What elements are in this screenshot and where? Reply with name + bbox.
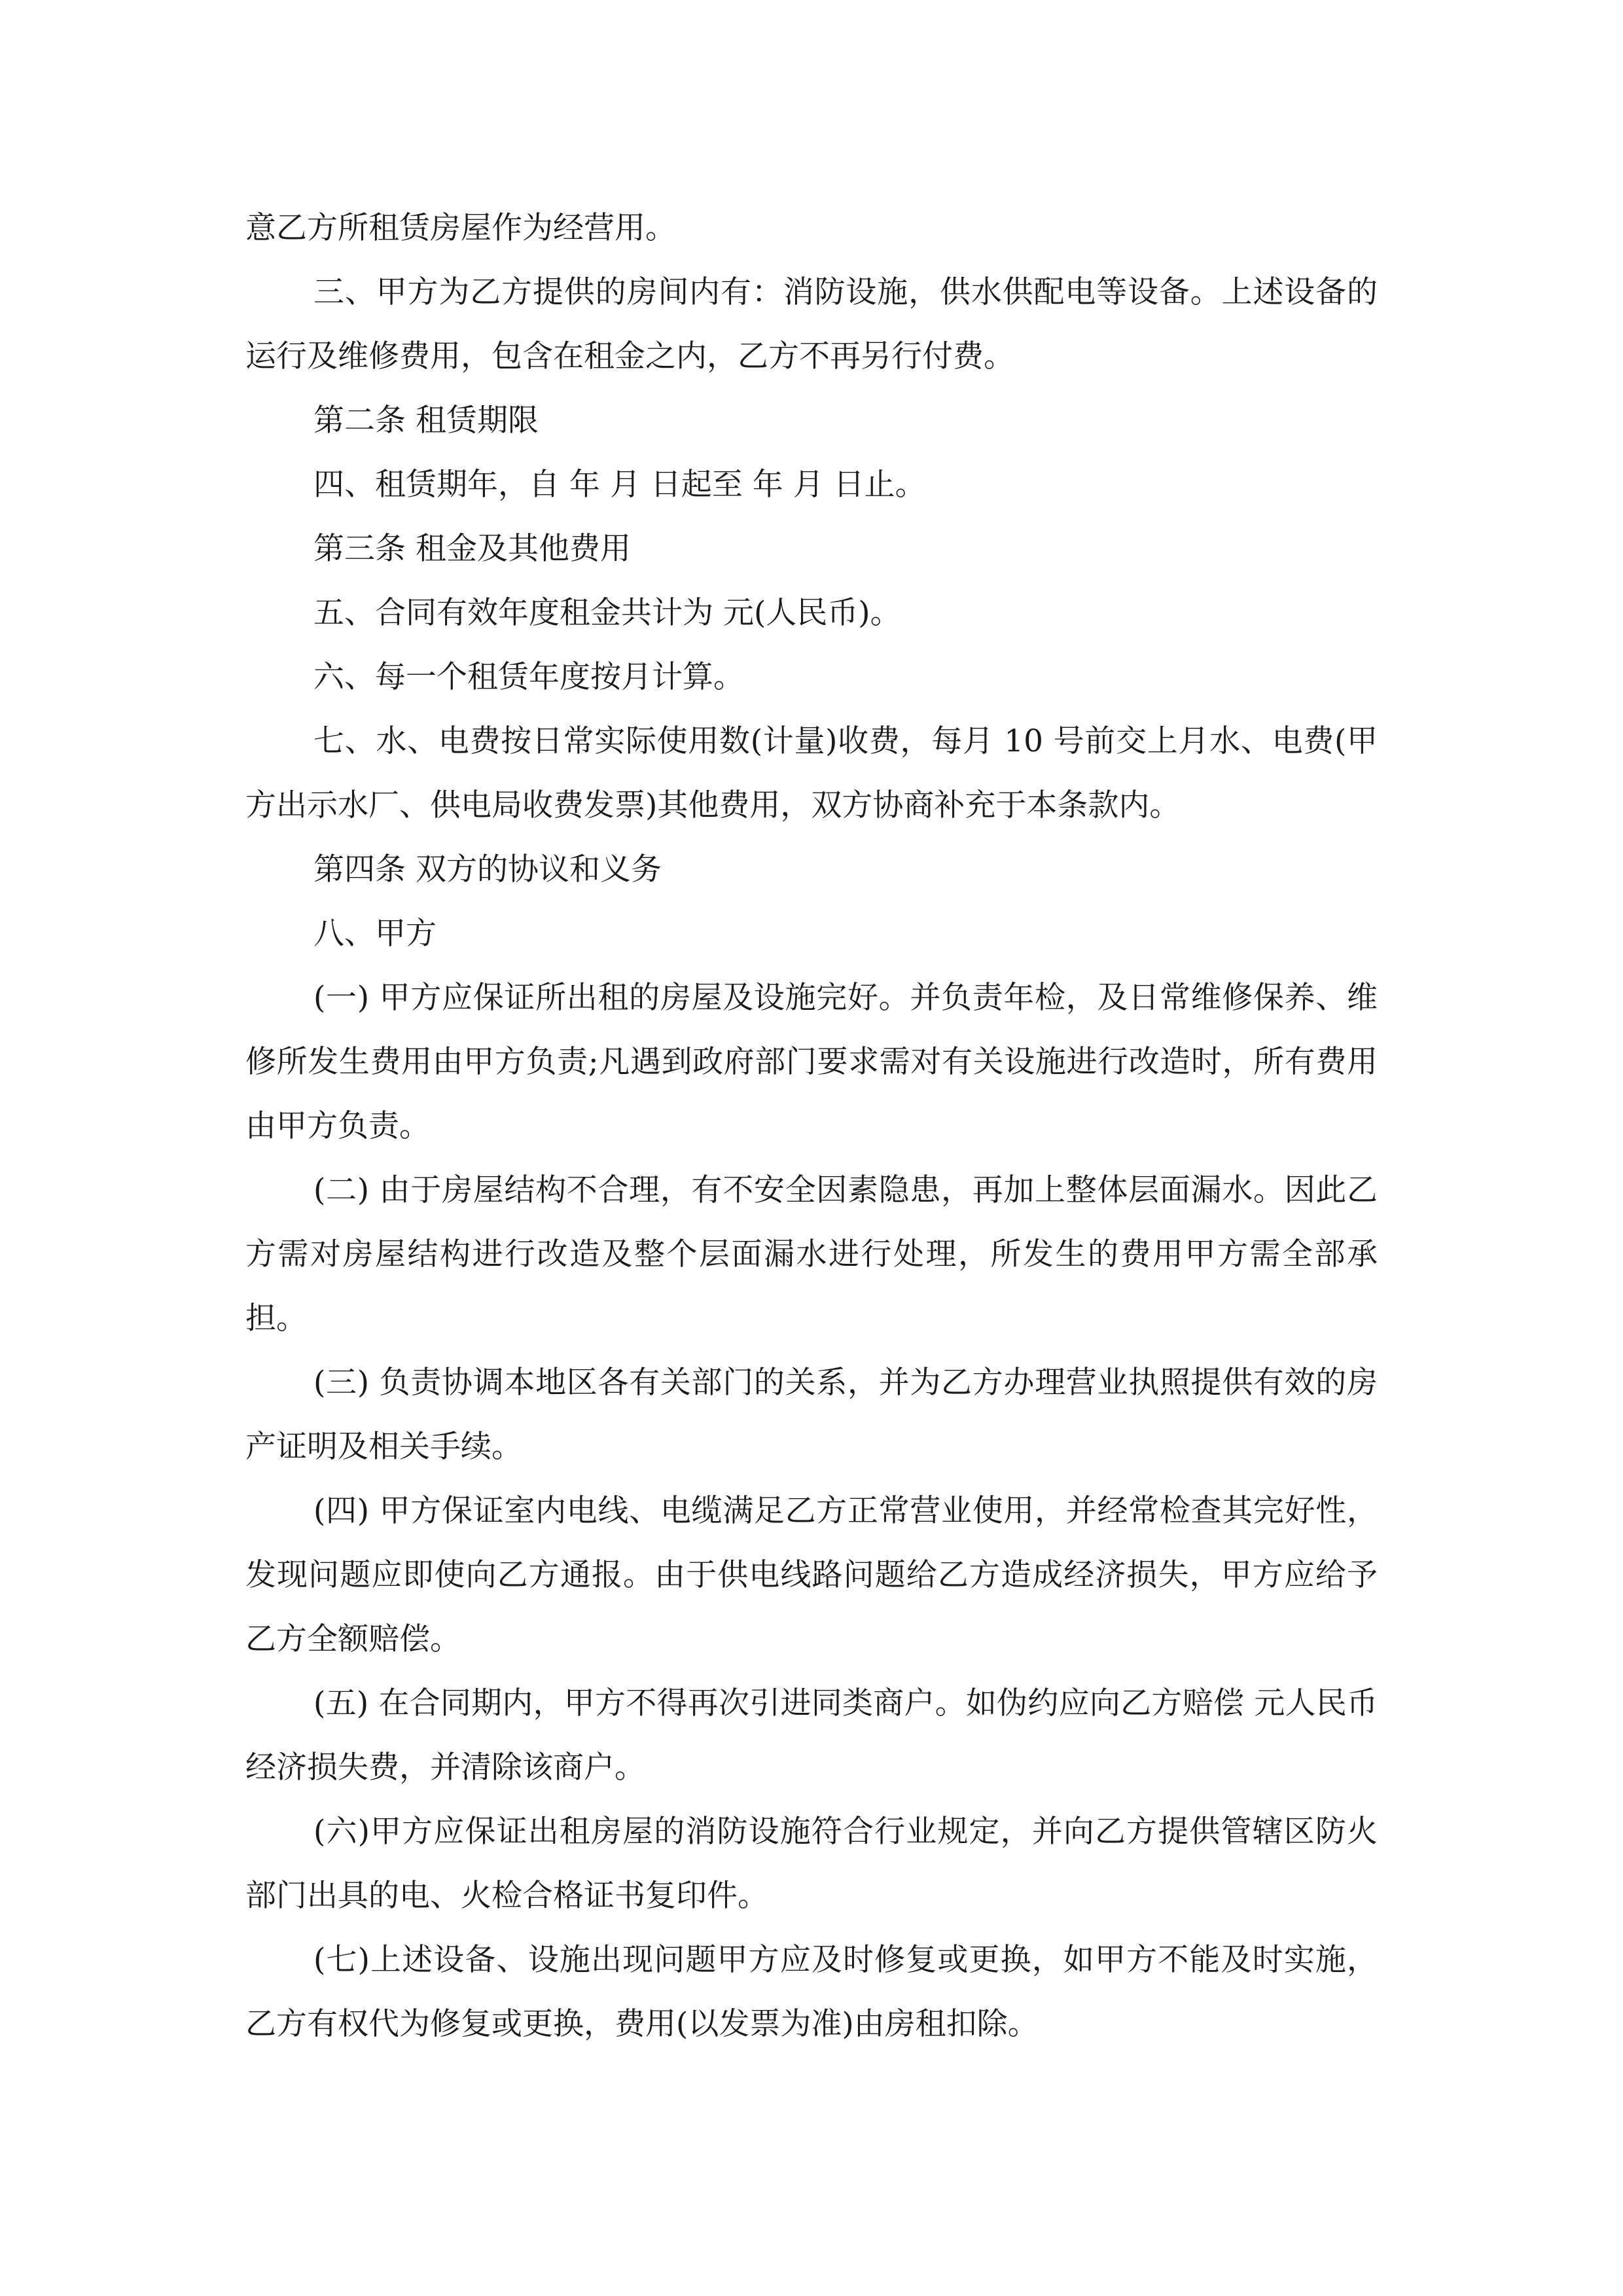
article-four-heading: 第四条 双方的协议和义务: [313, 852, 662, 888]
clause-seven: 七、水、电费按日常实际使用数(计量)收费，每月 10 号前交上月水、电费(甲方出示水厂、供电局收费发票)其他费用，双方协商补充于本条款内。: [245, 723, 1378, 823]
document-body: [245, 196, 1378, 2056]
article-three-heading: 第三条 租金及其他费用: [313, 531, 631, 567]
sub-clause-2: (二) 由于房屋结构不合理，有不安全因素隐患，再加上整体层面漏水。因此乙方需对房屋结构进行改造及整个层面漏水进行处理，所发生的费用甲方需全部承担。: [245, 1172, 1378, 1336]
paragraph-continuation: 意乙方所租赁房屋作为经营用。: [245, 210, 676, 246]
sub-clause-7: (七)上述设备、设施出现问题甲方应及时修复或更换，如甲方不能及时实施，乙方有权代为修复或更换，费用(以发票为准)由房租扣除。: [245, 1942, 1378, 2042]
clause-three: 三、甲方为乙方提供的房间内有：消防设施，供水供配电等设备。上述设备的运行及维修费用，包含在租金之内，乙方不再另行付费。: [245, 274, 1378, 374]
article-two-heading: 第二条 租赁期限: [313, 403, 539, 439]
sub-clause-6: (六)甲方应保证出租房屋的消防设施符合行业规定，并向乙方提供管辖区防火部门出具的电、火检合格证书复印件。: [245, 1814, 1378, 1914]
sub-clause-5: (五) 在合同期内，甲方不得再次引进同类商户。如伪约应向乙方赔偿 元人民币经济损失费，并清除该商户。: [245, 1685, 1378, 1785]
sub-clause-1: (一) 甲方应保证所出租的房屋及设施完好。并负责年检，及日常维修保养、维修所发生费用由甲方负责;凡遇到政府部门要求需对有关设施进行改造时，所有费用由甲方负责。: [245, 980, 1378, 1144]
clause-six: 六、每一个租赁年度按月计算。: [313, 659, 744, 695]
sub-clause-4: (四) 甲方保证室内电线、电缆满足乙方正常营业使用，并经常检查其完好性，发现问题应即使向乙方通报。由于供电线路问题给乙方造成经济损失，甲方应给予乙方全额赔偿。: [245, 1493, 1378, 1657]
clause-five: 五、合同有效年度租金共计为 元(人民币)。: [313, 595, 901, 631]
clause-four: 四、租赁期年，自 年 月 日起至 年 月 日止。: [313, 467, 926, 503]
clause-eight-heading: 八、甲方: [313, 916, 437, 952]
sub-clause-3: (三) 负责协调本地区各有关部门的关系，并为乙方办理营业执照提供有效的房产证明及相关手续。: [245, 1365, 1378, 1465]
